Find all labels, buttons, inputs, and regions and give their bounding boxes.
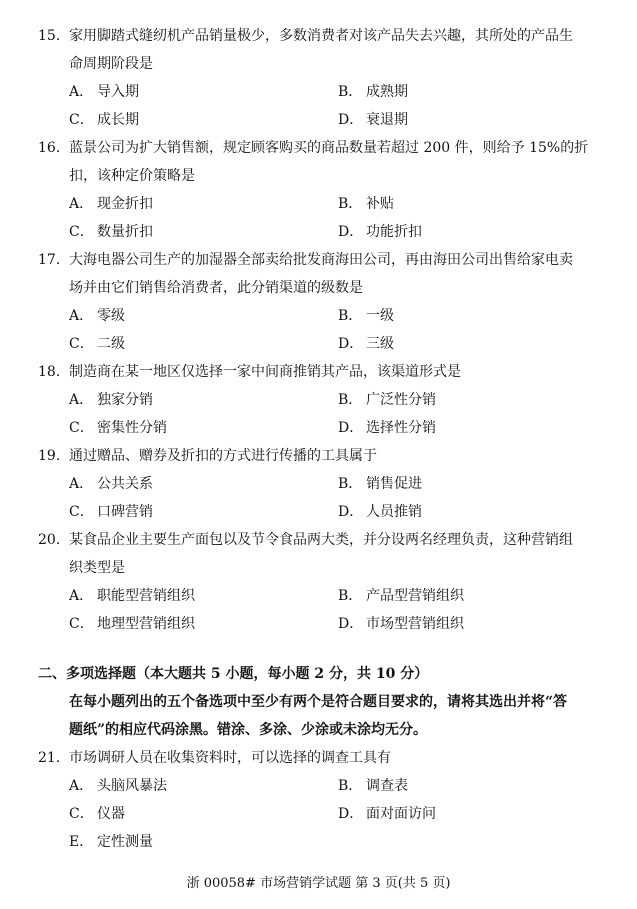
question-17 xyxy=(0,248,637,272)
option-d: D． 功能折扣 xyxy=(338,224,422,240)
question-number: 19. xyxy=(38,448,61,464)
option-c: C． 仪器 xyxy=(69,806,125,822)
section-2-instruction-continued xyxy=(0,718,637,742)
question-17-continued xyxy=(0,276,637,300)
options-row xyxy=(0,192,637,216)
options-row xyxy=(0,500,637,524)
option-d: D． 选择性分销 xyxy=(338,420,436,436)
question-number: 21. xyxy=(38,750,61,766)
question-number: 17. xyxy=(38,252,61,268)
section-2-instruction xyxy=(0,690,637,714)
option-b: B． 调查表 xyxy=(338,778,408,794)
option-c: C． 二级 xyxy=(69,336,125,352)
options-row xyxy=(0,830,637,854)
question-text: 大海电器公司生产的加湿器全部卖给批发商海田公司，再由海田公司出售给家电卖 xyxy=(69,252,573,268)
option-d: D． 市场型营销组织 xyxy=(338,616,464,632)
option-d: D． 衰退期 xyxy=(338,112,408,128)
option-a: A． 现金折扣 xyxy=(69,196,153,212)
instruction-text: 在每小题列出的五个备选项中至少有两个是符合题目要求的，请将其选出并将“答 xyxy=(69,694,568,710)
question-16 xyxy=(0,136,637,160)
question-text: 制造商在某一地区仅选择一家中间商推销其产品，该渠道形式是 xyxy=(69,364,461,380)
options-row xyxy=(0,220,637,244)
question-text: 扣，该种定价策略是 xyxy=(69,168,195,184)
option-b: B． 广泛性分销 xyxy=(338,392,436,408)
option-c: C． 成长期 xyxy=(69,112,139,128)
instruction-text: 题纸”的相应代码涂黑。错涂、多涂、少涂或未涂均无分。 xyxy=(69,722,428,738)
question-text: 通过赠品、赠券及折扣的方式进行传播的工具属于 xyxy=(69,448,377,464)
question-text: 某食品企业主要生产面包以及节令食品两大类，并分设两名经理负责，这种营销组 xyxy=(69,532,573,548)
question-text: 织类型是 xyxy=(69,560,125,576)
options-row xyxy=(0,80,637,104)
option-b: B． 一级 xyxy=(338,308,394,324)
option-e: E． 定性测量 xyxy=(69,834,153,850)
option-a: A． 独家分销 xyxy=(69,392,153,408)
options-row xyxy=(0,612,637,636)
option-a: A． 头脑风暴法 xyxy=(69,778,167,794)
options-row xyxy=(0,774,637,798)
option-a: A． 职能型营销组织 xyxy=(69,588,195,604)
option-d: D． 面对面访问 xyxy=(338,806,436,822)
question-text: 命周期阶段是 xyxy=(69,56,153,72)
question-text: 市场调研人员在收集资料时，可以选择的调查工具有 xyxy=(69,750,391,766)
question-18 xyxy=(0,360,637,384)
question-text: 家用脚踏式缝纫机产品销量极少，多数消费者对该产品失去兴趣，其所处的产品生 xyxy=(69,28,573,44)
question-number: 18. xyxy=(38,364,61,380)
option-b: B． 销售促进 xyxy=(338,476,422,492)
section-2-header xyxy=(0,662,637,686)
question-text: 蓝景公司为扩大销售额，规定顾客购买的商品数量若超过 200 件，则给予 15%的折 xyxy=(69,140,589,156)
options-row xyxy=(0,388,637,412)
question-number: 15. xyxy=(38,28,61,44)
option-c: C． 数量折扣 xyxy=(69,224,153,240)
option-c: C． 密集性分销 xyxy=(69,420,167,436)
option-b: B． 成熟期 xyxy=(338,84,408,100)
options-row xyxy=(0,416,637,440)
page-footer: 浙 00058# 市场营销学试题 第 3 页(共 5 页) xyxy=(186,876,451,891)
options-row xyxy=(0,304,637,328)
options-row xyxy=(0,584,637,608)
option-a: A． 零级 xyxy=(69,308,125,324)
question-20 xyxy=(0,528,637,552)
options-row xyxy=(0,332,637,356)
question-15 xyxy=(0,24,637,48)
option-c: C． 口碑营销 xyxy=(69,504,153,520)
option-c: C． 地理型营销组织 xyxy=(69,616,195,632)
option-b: B． 产品型营销组织 xyxy=(338,588,464,604)
section-title: 二、多项选择题（本大题共 5 小题，每小题 2 分，共 10 分） xyxy=(38,666,429,682)
options-row xyxy=(0,802,637,826)
option-a: A． 公共关系 xyxy=(69,476,153,492)
question-15-continued xyxy=(0,52,637,76)
option-d: D． 三级 xyxy=(338,336,394,352)
question-number: 20. xyxy=(38,532,61,548)
question-number: 16. xyxy=(38,140,61,156)
options-row xyxy=(0,472,637,496)
question-16-continued xyxy=(0,164,637,188)
question-text: 场并由它们销售给消费者，此分销渠道的级数是 xyxy=(69,280,363,296)
options-row xyxy=(0,108,637,132)
option-a: A． 导入期 xyxy=(69,84,139,100)
question-21 xyxy=(0,746,637,770)
question-20-continued xyxy=(0,556,637,580)
option-b: B． 补贴 xyxy=(338,196,394,212)
option-d: D． 人员推销 xyxy=(338,504,422,520)
question-19 xyxy=(0,444,637,468)
